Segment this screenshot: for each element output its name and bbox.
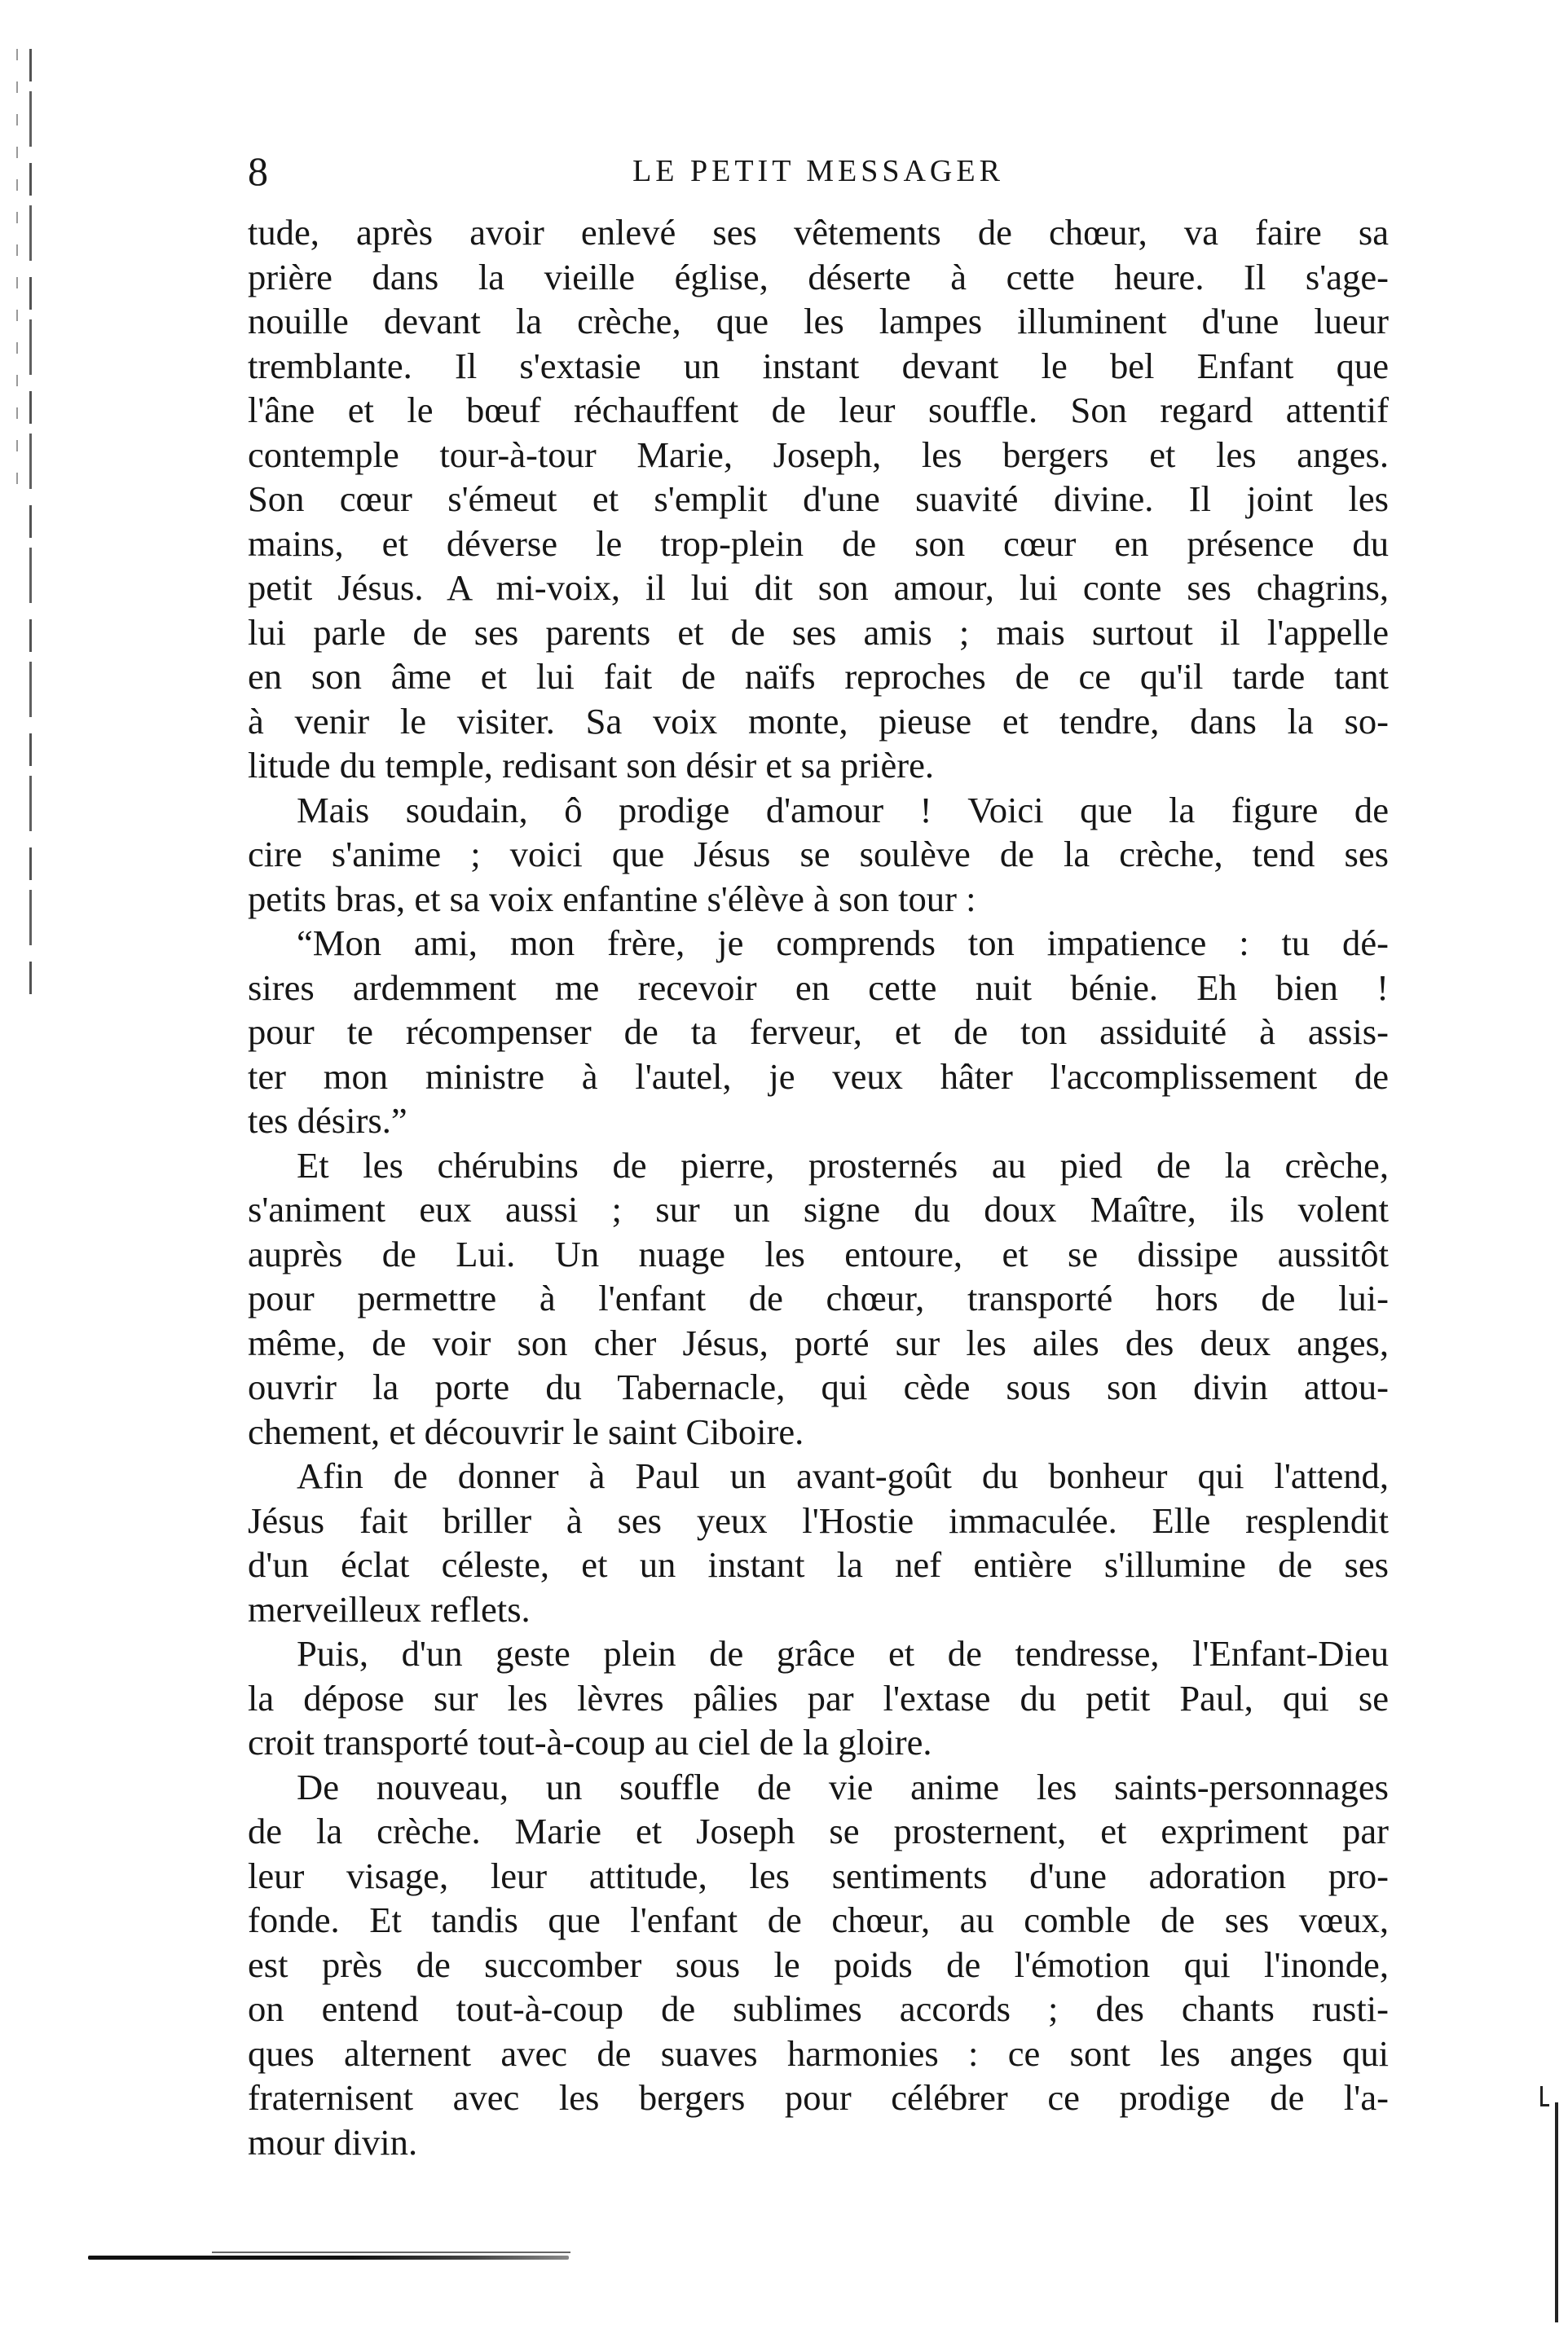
body-text xyxy=(248,210,1389,2164)
text-line: ter mon ministre à l'autel, je veux hâter l'accomplissement de xyxy=(248,1055,1389,1097)
text-line: litude du temple, redisant son désir et sa prière. xyxy=(248,745,935,786)
text-line: Mais soudain, ô prodige d'amour ! Voici que la figure de xyxy=(297,789,1389,830)
text-line: Puis, d'un geste plein de grâce et de tendresse, l'Enfant-Dieu xyxy=(297,1633,1389,1674)
text-line: à venir le visiter. Sa voix monte, pieuse et tendre, dans la so- xyxy=(248,700,1389,742)
text-line: mour divin. xyxy=(248,2121,418,2163)
text-line: leur visage, leur attitude, les sentiments d'une adoration pro- xyxy=(248,1855,1389,1896)
text-line: tes désirs.” xyxy=(248,1100,407,1141)
text-line: chement, et découvrir le saint Ciboire. xyxy=(248,1411,804,1452)
text-line: fraternisent avec les bergers pour célébrer ce prodige de l'a- xyxy=(248,2077,1389,2118)
text-line: pour te récompenser de ta ferveur, et de ton assiduité à assis- xyxy=(248,1011,1389,1052)
running-title: LE PETIT MESSAGER xyxy=(632,154,1004,188)
scan-edge-artifact xyxy=(16,49,18,505)
scan-corner-mark xyxy=(1540,2086,1549,2106)
text-line: même, de voir son cher Jésus, porté sur les ailes des deux anges, xyxy=(248,1322,1389,1363)
text-line: fonde. Et tandis que l'enfant de chœur, au comble de ses vœux, xyxy=(248,1899,1389,1940)
text-line: est près de succomber sous le poids de l'émotion qui l'inonde, xyxy=(248,1943,1389,1985)
text-line: sires ardemment me recevoir en cette nuit bénie. Eh bien ! xyxy=(248,966,1389,1008)
scan-bottom-line xyxy=(212,2252,570,2253)
text-line: auprès de Lui. Un nuage les entoure, et se dissipe aussitôt xyxy=(248,1233,1389,1274)
text-line: d'un éclat céleste, et un instant la nef entière s'illumine de ses xyxy=(248,1544,1389,1585)
text-line: on entend tout-à-coup de sublimes accords ; des chants rusti- xyxy=(248,1988,1389,2029)
text-line: petit Jésus. A mi-voix, il lui dit son amour, lui conte ses chagrins, xyxy=(248,567,1389,608)
text-line: tremblante. Il s'extasie un instant devant le bel Enfant que xyxy=(248,345,1389,386)
text-line: s'animent eux aussi ; sur un signe du doux Maître, ils volent xyxy=(248,1189,1389,1230)
text-line: “Mon ami, mon frère, je comprends ton impatience : tu dé- xyxy=(297,922,1389,963)
text-line: cire s'anime ; voici que Jésus se soulève de la crèche, tend ses xyxy=(248,834,1389,874)
text-line: l'âne et le bœuf réchauffent de leur souffle. Son regard attentif xyxy=(248,390,1389,430)
text-line: de la crèche. Marie et Joseph se prosternent, et expriment par xyxy=(248,1811,1389,1851)
running-head xyxy=(248,147,1389,196)
text-line: croit transporté tout-à-coup au ciel de la gloire. xyxy=(248,1722,932,1763)
text-line: ques alternent avec de suaves harmonies : ce sont les anges qui xyxy=(248,2032,1389,2074)
text-line: en son âme et lui fait de naïfs reproches de ce qu'il tarde tant xyxy=(248,656,1389,697)
text-line: merveilleux reflets. xyxy=(248,1588,531,1630)
text-line: Et les chérubins de pierre, prosternés au pied de la crèche, xyxy=(297,1144,1389,1186)
text-line: nouille devant la crèche, que les lampes illuminent d'une lueur xyxy=(248,301,1389,341)
text-line: mains, et déverse le trop-plein de son cœur en présence du xyxy=(248,522,1389,564)
scan-bottom-rule xyxy=(88,2256,569,2260)
text-line: Son cœur s'émeut et s'emplit d'une suavité divine. Il joint les xyxy=(248,478,1389,519)
text-line: lui parle de ses parents et de ses amis ; mais surtout il l'appelle xyxy=(248,611,1389,653)
text-line: tude, après avoir enlevé ses vêtements de chœur, va faire sa xyxy=(248,212,1389,253)
text-line: prière dans la vieille église, déserte à cette heure. Il s'age- xyxy=(248,256,1389,297)
text-line: pour permettre à l'enfant de chœur, transporté hors de lui- xyxy=(248,1278,1389,1318)
text-line: ouvrir la porte du Tabernacle, qui cède sous son divin attou- xyxy=(248,1367,1389,1407)
text-line: Afin de donner à Paul un avant-goût du bonheur qui l'attend, xyxy=(297,1455,1389,1496)
text-line: la dépose sur les lèvres pâlies par l'extase du petit Paul, qui se xyxy=(248,1677,1389,1719)
text-line: contemple tour-à-tour Marie, Joseph, les bergers et les anges. xyxy=(248,434,1389,475)
text-line: Jésus fait briller à ses yeux l'Hostie immaculée. Elle resplendit xyxy=(248,1499,1389,1541)
page-number: 8 xyxy=(248,148,268,194)
scan-edge-line xyxy=(29,49,32,994)
scan-right-edge xyxy=(1555,2102,1558,2322)
text-line: petits bras, et sa voix enfantine s'élève à son tour : xyxy=(248,878,976,919)
text-line: De nouveau, un souffle de vie anime les saints-personnages xyxy=(297,1766,1389,1807)
